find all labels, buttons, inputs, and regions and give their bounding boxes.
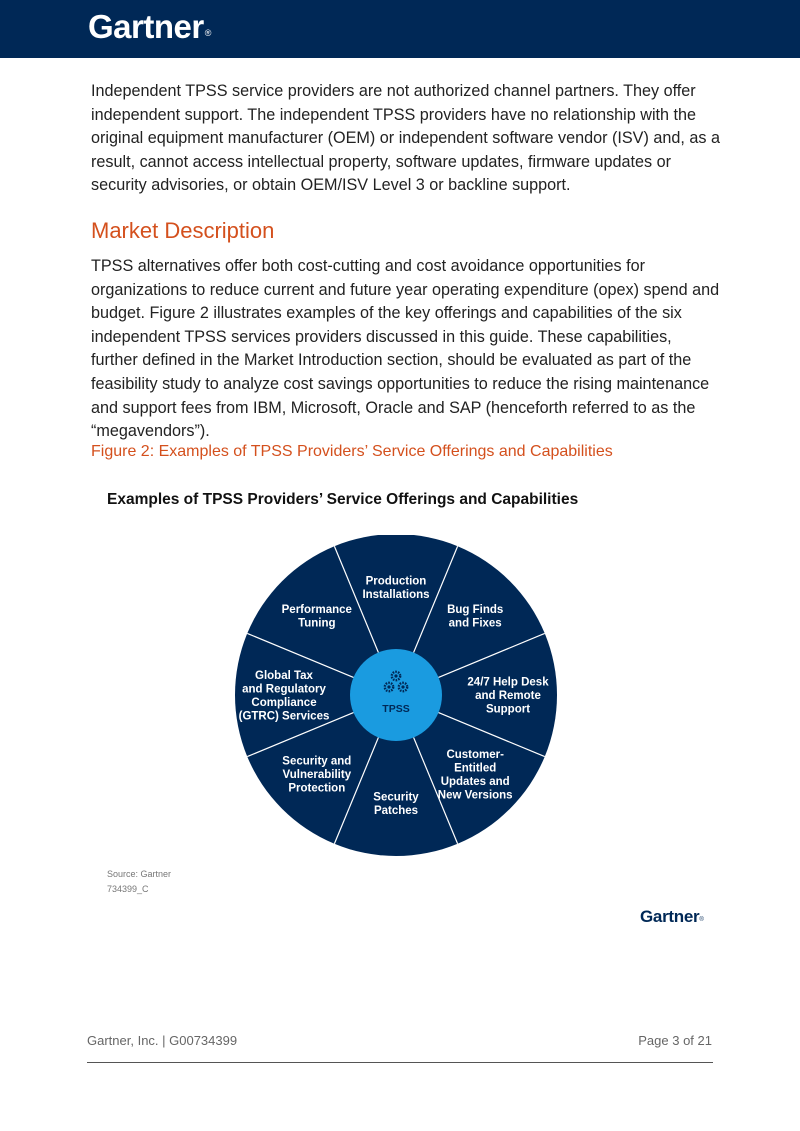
figure-title: Examples of TPSS Providers’ Service Offerings and Capabilities xyxy=(107,491,579,508)
intro-paragraph: Independent TPSS service providers are not authorized channel partners. They offer independent support. The independent TPSS providers have no relationship with the original equipment manufacturer (OEM) or independent software vendor (ISV) and, as a result, cannot access intellectual property, software updates, firmware updates or security advisories, or obtain OEM/ISV Level 3 or backline support. xyxy=(91,82,720,195)
gear-hub xyxy=(394,674,397,677)
section-heading: Market Description xyxy=(91,218,275,243)
figure-id: 734399_C xyxy=(107,884,149,894)
wheel-segment-label: Security Patches xyxy=(373,791,419,817)
footer-divider xyxy=(87,1062,713,1063)
center-label: TPSS xyxy=(382,703,410,715)
gartner-logo: Gartner® xyxy=(88,8,211,45)
figure-source: Source: Gartner xyxy=(107,869,172,879)
offerings-wheel xyxy=(230,535,570,865)
wheel-segment-label: 24/7 Help Desk and Remote Support xyxy=(467,676,549,716)
wheel-segment-label: Global Tax and Regulatory Compliance (GTRC) Services xyxy=(238,669,330,723)
wheel-segment-label: Security and Vulnerability Protection xyxy=(282,755,352,795)
gear-hub xyxy=(387,685,390,688)
wheel-center xyxy=(350,649,442,741)
wheel-segment-label: Customer-Entitled Updates and New Versions xyxy=(437,748,513,802)
footer-page-number: Page 3 of 21 xyxy=(638,1033,712,1048)
figure-caption: Figure 2: Examples of TPSS Providers’ Service Offerings and Capabilities xyxy=(91,443,613,460)
gear-hub xyxy=(401,685,404,688)
header-bar xyxy=(0,0,800,58)
footer-document-id: Gartner, Inc. | G00734399 xyxy=(87,1033,238,1048)
wheel-segment-label: Production Installations xyxy=(362,575,430,601)
section-paragraph: TPSS alternatives offer both cost-cutting and cost avoidance opportunities for organizations to reduce current and future year operating expenditure (opex) spend and budget. Figure 2 illustrates examples of the key offerings and capabilities of the six independent TPSS services providers discussed in this guide. These capabilities, further defined in the Market Introduction section, should be evaluated as part of the feasibility study to analyze cost savings opportunities to reduce the rising maintenance and support fees from IBM, Microsoft, Oracle and SAP (henceforth referred to as the “megavendors”). xyxy=(91,257,720,441)
gartner-brand-mark: Gartner® xyxy=(640,907,704,926)
wheel-segment-label: Performance Tuning xyxy=(281,604,352,630)
wheel-segment-label: Bug Finds and Fixes xyxy=(447,604,504,630)
